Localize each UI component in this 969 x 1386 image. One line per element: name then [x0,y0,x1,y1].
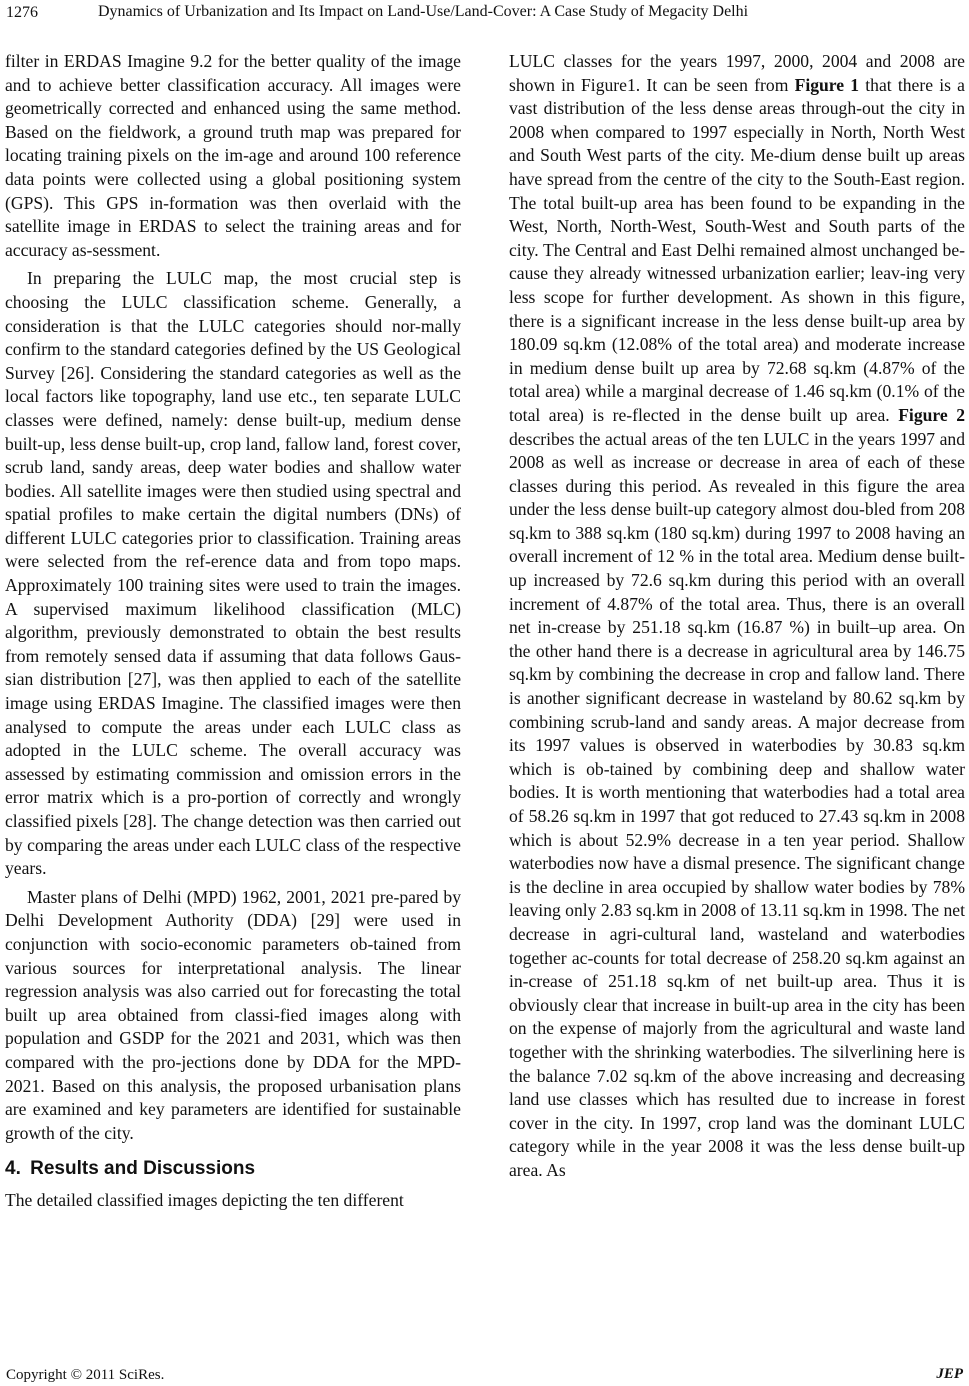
left-column [5,50,461,1218]
paragraph [509,50,965,1183]
figure-reference: Figure 2 [898,404,965,425]
section-title: Results and Discussions [30,1158,256,1180]
figure-reference: Figure 1 [794,74,860,95]
text-span: LULC classes for the years 1997, 2000, 2004 and 2008 are shown in Figure1. It can be seen from [509,51,965,95]
copyright-notice: Copyright © 2011 SciRes. [6,1367,165,1383]
journal-abbreviation: JEP [936,1366,963,1382]
section-number: 4. [5,1158,21,1180]
paragraph: In preparing the LULC map, the most crucial step is choosing the LULC classification scheme. Generally, a consideration is that the LULC categories should nor-mally confirm to the standard categories defined by the US Geological Survey [26]. Considering the standard categories as well as the local factors like topography, land use etc., ten separate LULC classes were defined, namely: dense built-up, medium dense built-up, less dense built-up, crop land, fallow land, forest cover, scrub land, sandy areas, deep water bodies and shallow water bodies. All satellite images were then studied using spectral and spatial profiles to make certain the digital numbers (DNs) of different LULC categories prior to classification. Training areas were selected from the ref-erence data and from topo maps. Approximately 100 training sites were used to train the images. A supervised maximum likelihood classification (MLC) algorithm, previously demonstrated to obtain the best results from remotely sensed data if assuming that data follows Gaus-sian distribution [27], was then applied to each of the satellite image using ERDAS Imagine. The classified images were then analysed to compute the areas under each LULC class as adopted in the LULC scheme. The overall accuracy was assessed by estimating commission and omission errors in the error matrix which is a pro-portion of correctly and wrongly classified pixels [28]. The change detection was then carried out by comparing the areas under each LULC class of the respective years. [5,268,461,879]
running-title: Dynamics of Urbanization and Its Impact on Land-Use/Land-Cover: A Case Study of Megacity Delhi [98,3,749,20]
paragraph: The detailed classified images depicting the ten different [5,1189,404,1210]
text-span: describes the actual areas of the ten LULC in the years 1997 and 2008 as well as increase or decrease in area of each of these classes during this period. As revealed in this figure the area under the less dense built-up category almost dou-bled from 208 sq.km to 388 sq.km (180 sq.km) during 1997 to 2008 having an overall increment of 12 % in the total area. Medium dense built-up increased by 72.6 sq.km during this period with an overall increment of 4.87% of the total area. Thus, there is an overall net in-crease by 251.18 sq.km (16.87 %) in built–up area. On the other hand there is a decrease in agricultural area by 146.75 sq.km by combining the decrease in crop and fallow land. There is another significant decrease in wasteland by 80.62 sq.km by combining scrub-land and sandy areas. A major decrease from its 1997 values is observed in waterbodies by 30.83 sq.km which is ob-tained by combining deep and shallow water bodies. It is worth mentioning that waterbodies had a total area of 58.26 sq.km in 1997 that got reduced to 27.43 sq.km in 2008 which is about 52.9% decrease in a ten year period. Shallow waterbodies now have a dismal presence. The significant change is the decline in area occupied by shallow water bodies by 78% leaving only 2.83 sq.km in 2008 of 13.11 sq.km in 1998. The net decrease in agri-cultural land, wasteland and waterbodies together ac-counts for total decrease of 258.20 sq.km against an in-crease of 251.18 sq.km of net built-up area. Thus it is obviously clear that increase in built-up area in the city has been on the expense of majorly from the agricultural and waste land together with the shrinking waterbodies. The silverlining here is the balance 7.02 sq.km of the above increasing and decreasing land use classes which has resulted due to increase in forest cover in the city. In 1997, crop land was the dominant LULC category while in the year 2008 it was the less dense built-up area. As [509,428,965,1180]
paragraph: Master plans of Delhi (MPD) 1962, 2001, 2021 pre-pared by Delhi Development Authority (DDA) [29] were used in conjunction with socio-economic parameters ob-tained from various sources for interpretational analysis. The linear regression analysis was also carried out for forecasting the total built up area obtained from classi-fied images along with population and GSDP for the 2021 and 2031, which was then compared with the pro-jections done by DDA for the MPD-2021. Based on this analysis, the proposed urbanisation plans are examined and key parameters are identified for sustainable growth of the city. [5,886,461,1143]
text-span: that there is a vast distribution of the less dense areas through-out the city in 2008 when compared to 1997 especially in North, North West and South West parts of the city. Me-dium dense built up areas have spread from the centre of the city to the South-East region. The total built-up area has been found to be expanding in the West, North, North-West, South-West and South parts of the city. The Central and East Delhi remained almost unchanged be-cause they already witnessed urbanization earlier; leav-ing very less scope for further development. As shown in this figure, there is a significant increase in the less dense built-up area by 180.09 sq.km (12.08% of the total area) and moderate increase in medium dense built up area by 72.68 sq.km (4.87% of the total area) while a marginal decrease of 1.46 sq.km (0.1% of the total area) is re-flected in the dense built up area. [509,74,965,425]
page-number: 1276 [6,4,38,21]
section-heading [5,1157,461,1181]
paragraph: filter in ERDAS Imagine 9.2 for the better quality of the image and to achieve better classification accuracy. All images were geometrically corrected and enhanced using the same method. Based on the fieldwork, a ground truth map was prepared for locating training pixels on the im-age and around 100 reference data points were collected using a global positioning system (GPS). This GPS in-formation was then overlaid with the satellite image in ERDAS to select the training areas and for accuracy as-sessment. [5,51,461,260]
right-column [509,50,965,1188]
